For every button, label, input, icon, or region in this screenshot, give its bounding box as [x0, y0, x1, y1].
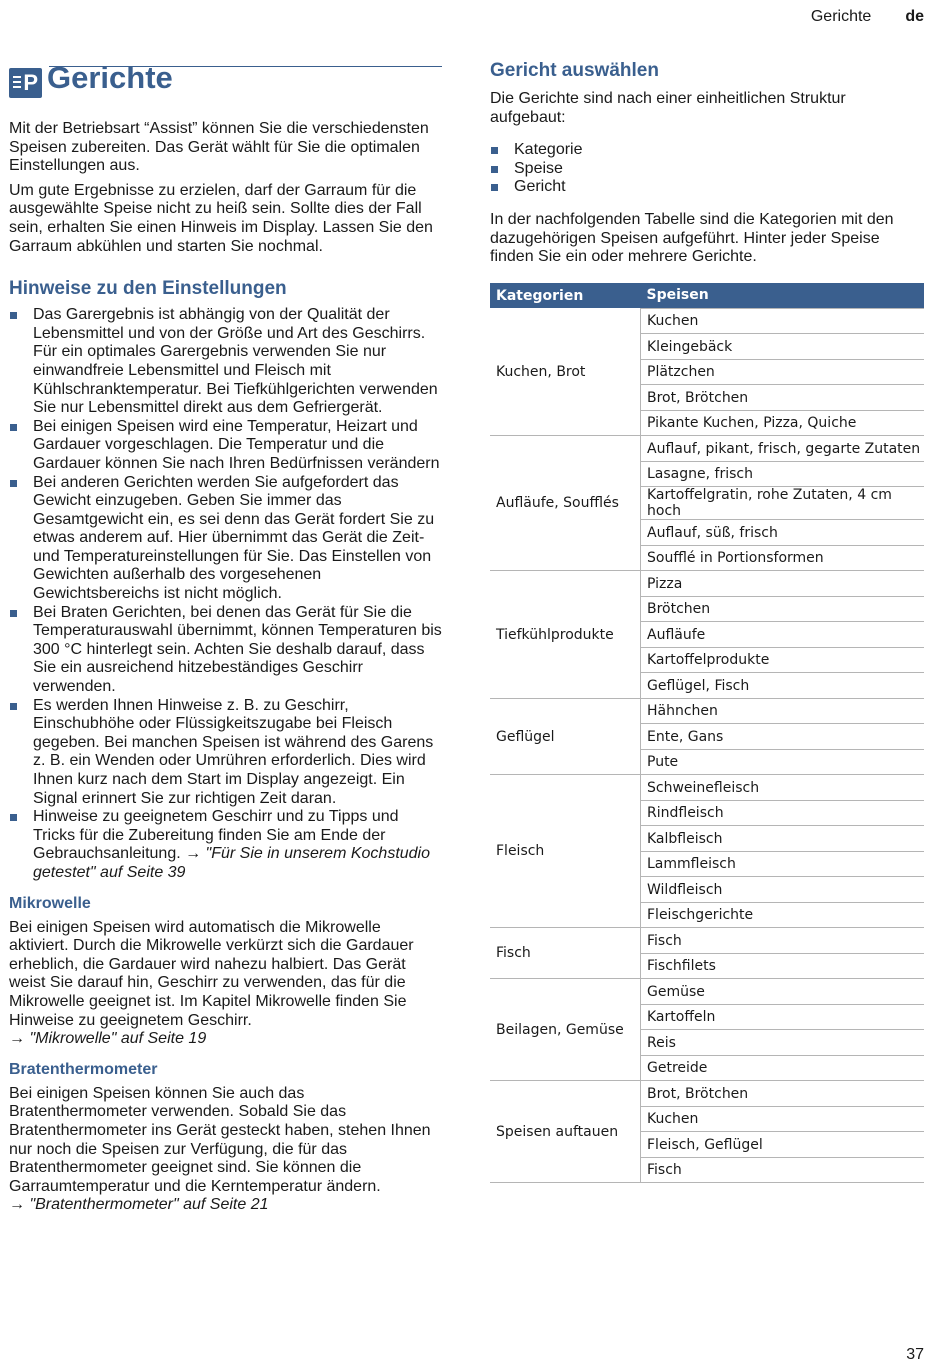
cross-reference-link[interactable]: → "Bratenthermometer" auf Seite 21	[9, 1196, 269, 1214]
cross-reference-link[interactable]: → "Für Sie in unserem Kochstudio getestet" auf Seite 39	[33, 845, 431, 881]
header-section: Gerichte	[810, 8, 872, 25]
list-item: Das Garergebnis ist abhängig von der Qualität der Lebensmittel und von der Größe und Art des Geschirrs. Für ein optimales Garergebnis verwenden Sie nur einwandfreie Lebensmittel und Fleisch mit Kühlschranktemperatur. Bei Tiefkühlgerichten verwenden Sie nur Lebensmittel direkt aus dem Gefriergerät.	[9, 306, 442, 418]
section-heading-hinweise: Hinweise zu den Einstellungen	[9, 278, 287, 300]
table-row	[490, 308, 924, 334]
dish-cell: Gemüse	[641, 979, 925, 1005]
table-header-speisen: Speisen	[641, 283, 925, 309]
category-cell: Fisch	[490, 928, 641, 979]
category-cell: Speisen auftauen	[490, 1081, 641, 1183]
dish-cell: Kartoffelprodukte	[641, 647, 925, 673]
dish-cell: Brot, Brötchen	[641, 1081, 925, 1107]
dish-cell: Auflauf, pikant, frisch, gegarte Zutaten	[641, 436, 925, 462]
list-item: Bei einigen Speisen wird eine Temperatur, Heizart und Gardauer vorgeschlagen. Die Temperatur und die Gardauer können Sie nach Ihren Bedürfnissen verändern	[9, 418, 442, 474]
list-item: Kategorie	[490, 141, 924, 160]
dish-cell: Soufflé in Portionsformen	[641, 545, 925, 571]
dish-cell: Kleingebäck	[641, 334, 925, 360]
list-item	[9, 808, 442, 882]
auswahl-intro: Die Gerichte sind nach einer einheitlichen Struktur aufgebaut:	[490, 90, 846, 126]
dish-cell: Pikante Kuchen, Pizza, Quiche	[641, 410, 925, 436]
program-icon: P	[9, 68, 42, 98]
dish-cell: Fisch	[641, 928, 925, 954]
dish-cell: Pute	[641, 749, 925, 775]
table-row	[490, 571, 924, 597]
list-item-text: Hinweise zu geeignetem Geschirr und zu Tipps und Tricks für die Zubereitung finden Sie am Ende der Gebrauchsanleitung.	[33, 808, 399, 863]
table-row	[490, 928, 924, 954]
table-row	[490, 1081, 924, 1107]
chapter-title	[9, 62, 442, 112]
intro-paragraph: Um gute Ergebnisse zu erzielen, darf der Garraum für die ausgewählte Speise nicht zu heiß sein. Sollte dies der Fall sein, erhalten Sie einen Hinweis im Display. Lassen Sie den Garraum abkühlen und starten Sie nochmal.	[9, 181, 433, 255]
table-row	[490, 979, 924, 1005]
category-cell: Kuchen, Brot	[490, 308, 641, 436]
left-column	[9, 62, 442, 1215]
dish-cell: Brot, Brötchen	[641, 385, 925, 411]
list-item: Es werden Ihnen Hinweise z. B. zu Geschirr, Einschubhöhe oder Flüssigkeitszugabe bei Fleisch gegeben. Bei manchen Speisen ist während des Garens z. B. ein Wenden oder Umrühren erforderlich. Dies wird Ihnen kurz nach dem Start im Display angezeigt. Ein Signal erinnert Sie zur richtigen Zeit daran.	[9, 697, 442, 809]
dish-cell: Geflügel, Fisch	[641, 673, 925, 699]
dish-cell: Kalbfleisch	[641, 826, 925, 852]
table-body	[490, 308, 924, 1183]
category-cell: Beilagen, Gemüse	[490, 979, 641, 1081]
dish-cell: Fisch	[641, 1157, 925, 1183]
dish-cell: Fleisch, Geflügel	[641, 1132, 925, 1158]
dish-cell: Fleischgerichte	[641, 902, 925, 928]
section-heading-auswahl: Gericht auswählen	[490, 60, 659, 81]
category-cell: Tiefkühlprodukte	[490, 571, 641, 699]
category-cell: Geflügel	[490, 698, 641, 775]
dish-cell: Rindfleisch	[641, 800, 925, 826]
dish-cell: Kuchen	[641, 308, 925, 334]
dish-cell: Kuchen	[641, 1106, 925, 1132]
hinweise-list	[9, 306, 442, 882]
page-header	[811, 8, 924, 26]
section-heading-bratenthermometer: Bratenthermometer	[9, 1060, 158, 1078]
dish-cell: Ente, Gans	[641, 724, 925, 750]
dish-table	[490, 283, 924, 1184]
dish-cell: Hähnchen	[641, 698, 925, 724]
table-row	[490, 698, 924, 724]
section-heading-mikrowelle: Mikrowelle	[9, 894, 91, 912]
dish-cell: Lasagne, frisch	[641, 461, 925, 487]
table-row	[490, 436, 924, 462]
dish-cell: Reis	[641, 1030, 925, 1056]
dish-cell: Schweinefleisch	[641, 775, 925, 801]
table-header-kategorien: Kategorien	[490, 283, 641, 309]
category-cell: Aufläufe, Soufflés	[490, 436, 641, 571]
cross-reference-link[interactable]: → "Mikrowelle" auf Seite 19	[9, 1030, 207, 1048]
dish-cell: Fischfilets	[641, 953, 925, 979]
header-language: de	[905, 8, 924, 25]
dish-cell: Plätzchen	[641, 359, 925, 385]
mikrowelle-paragraph: Bei einigen Speisen wird automatisch die Mikrowelle aktiviert. Durch die Mikrowelle verkürzt sich die Gardauer erheblich, die Gardauer wird nahezu halbiert. Das Gerät weist Sie darauf hin, Geschirr zu verwenden, das für die Mikrowelle geeignet ist. Im Kapitel Mikrowelle finden Sie Hinweise zu geeignetem Geschirr.	[9, 918, 414, 1029]
dish-cell: Wildfleisch	[641, 877, 925, 903]
right-column	[490, 60, 924, 1183]
dish-cell: Pizza	[641, 571, 925, 597]
bratenthermometer-paragraph: Bei einigen Speisen können Sie auch das Bratenthermometer verwenden. Sobald Sie das Bratenthermometer ins Gerät gesteckt haben, stehen Ihnen nur noch die Speisen zur Verfügung, die für das Bratenthermometer geeignet sind. Sie können die Garraumtemperatur und die Kerntemperatur ändern.	[9, 1084, 431, 1195]
list-item: Gericht	[490, 178, 924, 197]
intro-paragraph: Mit der Betriebsart “Assist” können Sie die verschiedensten Speisen zubereiten. Das Gerät wählt für Sie die optimalen Einstellungen aus.	[9, 120, 429, 175]
list-item: Bei Braten Gerichten, bei denen das Gerät für Sie die Temperaturauswahl übernimmt, können Temperaturen bis 300 °C hinterlegt sein. Achten Sie deshalb darauf, dass Sie ein ausreichend hitzebeständiges Geschirr verwenden.	[9, 604, 442, 697]
table-header-row	[490, 283, 924, 309]
dish-cell: Getreide	[641, 1055, 925, 1081]
category-cell: Fleisch	[490, 775, 641, 928]
dish-cell: Brötchen	[641, 596, 925, 622]
list-item: Speise	[490, 160, 924, 179]
table-row	[490, 775, 924, 801]
dish-cell: Aufläufe	[641, 622, 925, 648]
dish-cell: Auflauf, süß, frisch	[641, 520, 925, 546]
structure-list	[490, 141, 924, 197]
auswahl-after: In der nachfolgenden Tabelle sind die Kategorien mit den dazugehörigen Speisen aufgeführt. Hinter jeder Speise finden Sie ein oder mehrere Gerichte.	[490, 210, 894, 266]
page-title: Gerichte	[47, 60, 173, 95]
dish-cell: Lammfleisch	[641, 851, 925, 877]
dish-cell: Kartoffelgratin, rohe Zutaten, 4 cm hoch	[641, 487, 925, 520]
dish-cell: Kartoffeln	[641, 1004, 925, 1030]
page-number: 37	[906, 1346, 924, 1363]
list-item: Bei anderen Gerichten werden Sie aufgefordert das Gewicht einzugeben. Geben Sie immer das Gesamtgewicht ein, es sei denn das Gerät fordert Sie zu etwas anderem auf. Hier übernimmt das Gerät die Zeit- und Temperatureinstellungen für Sie. Das Einstellen von Gewichten außerhalb des vorgesehenen Gewichtsbereichs ist nicht möglich.	[9, 474, 442, 604]
